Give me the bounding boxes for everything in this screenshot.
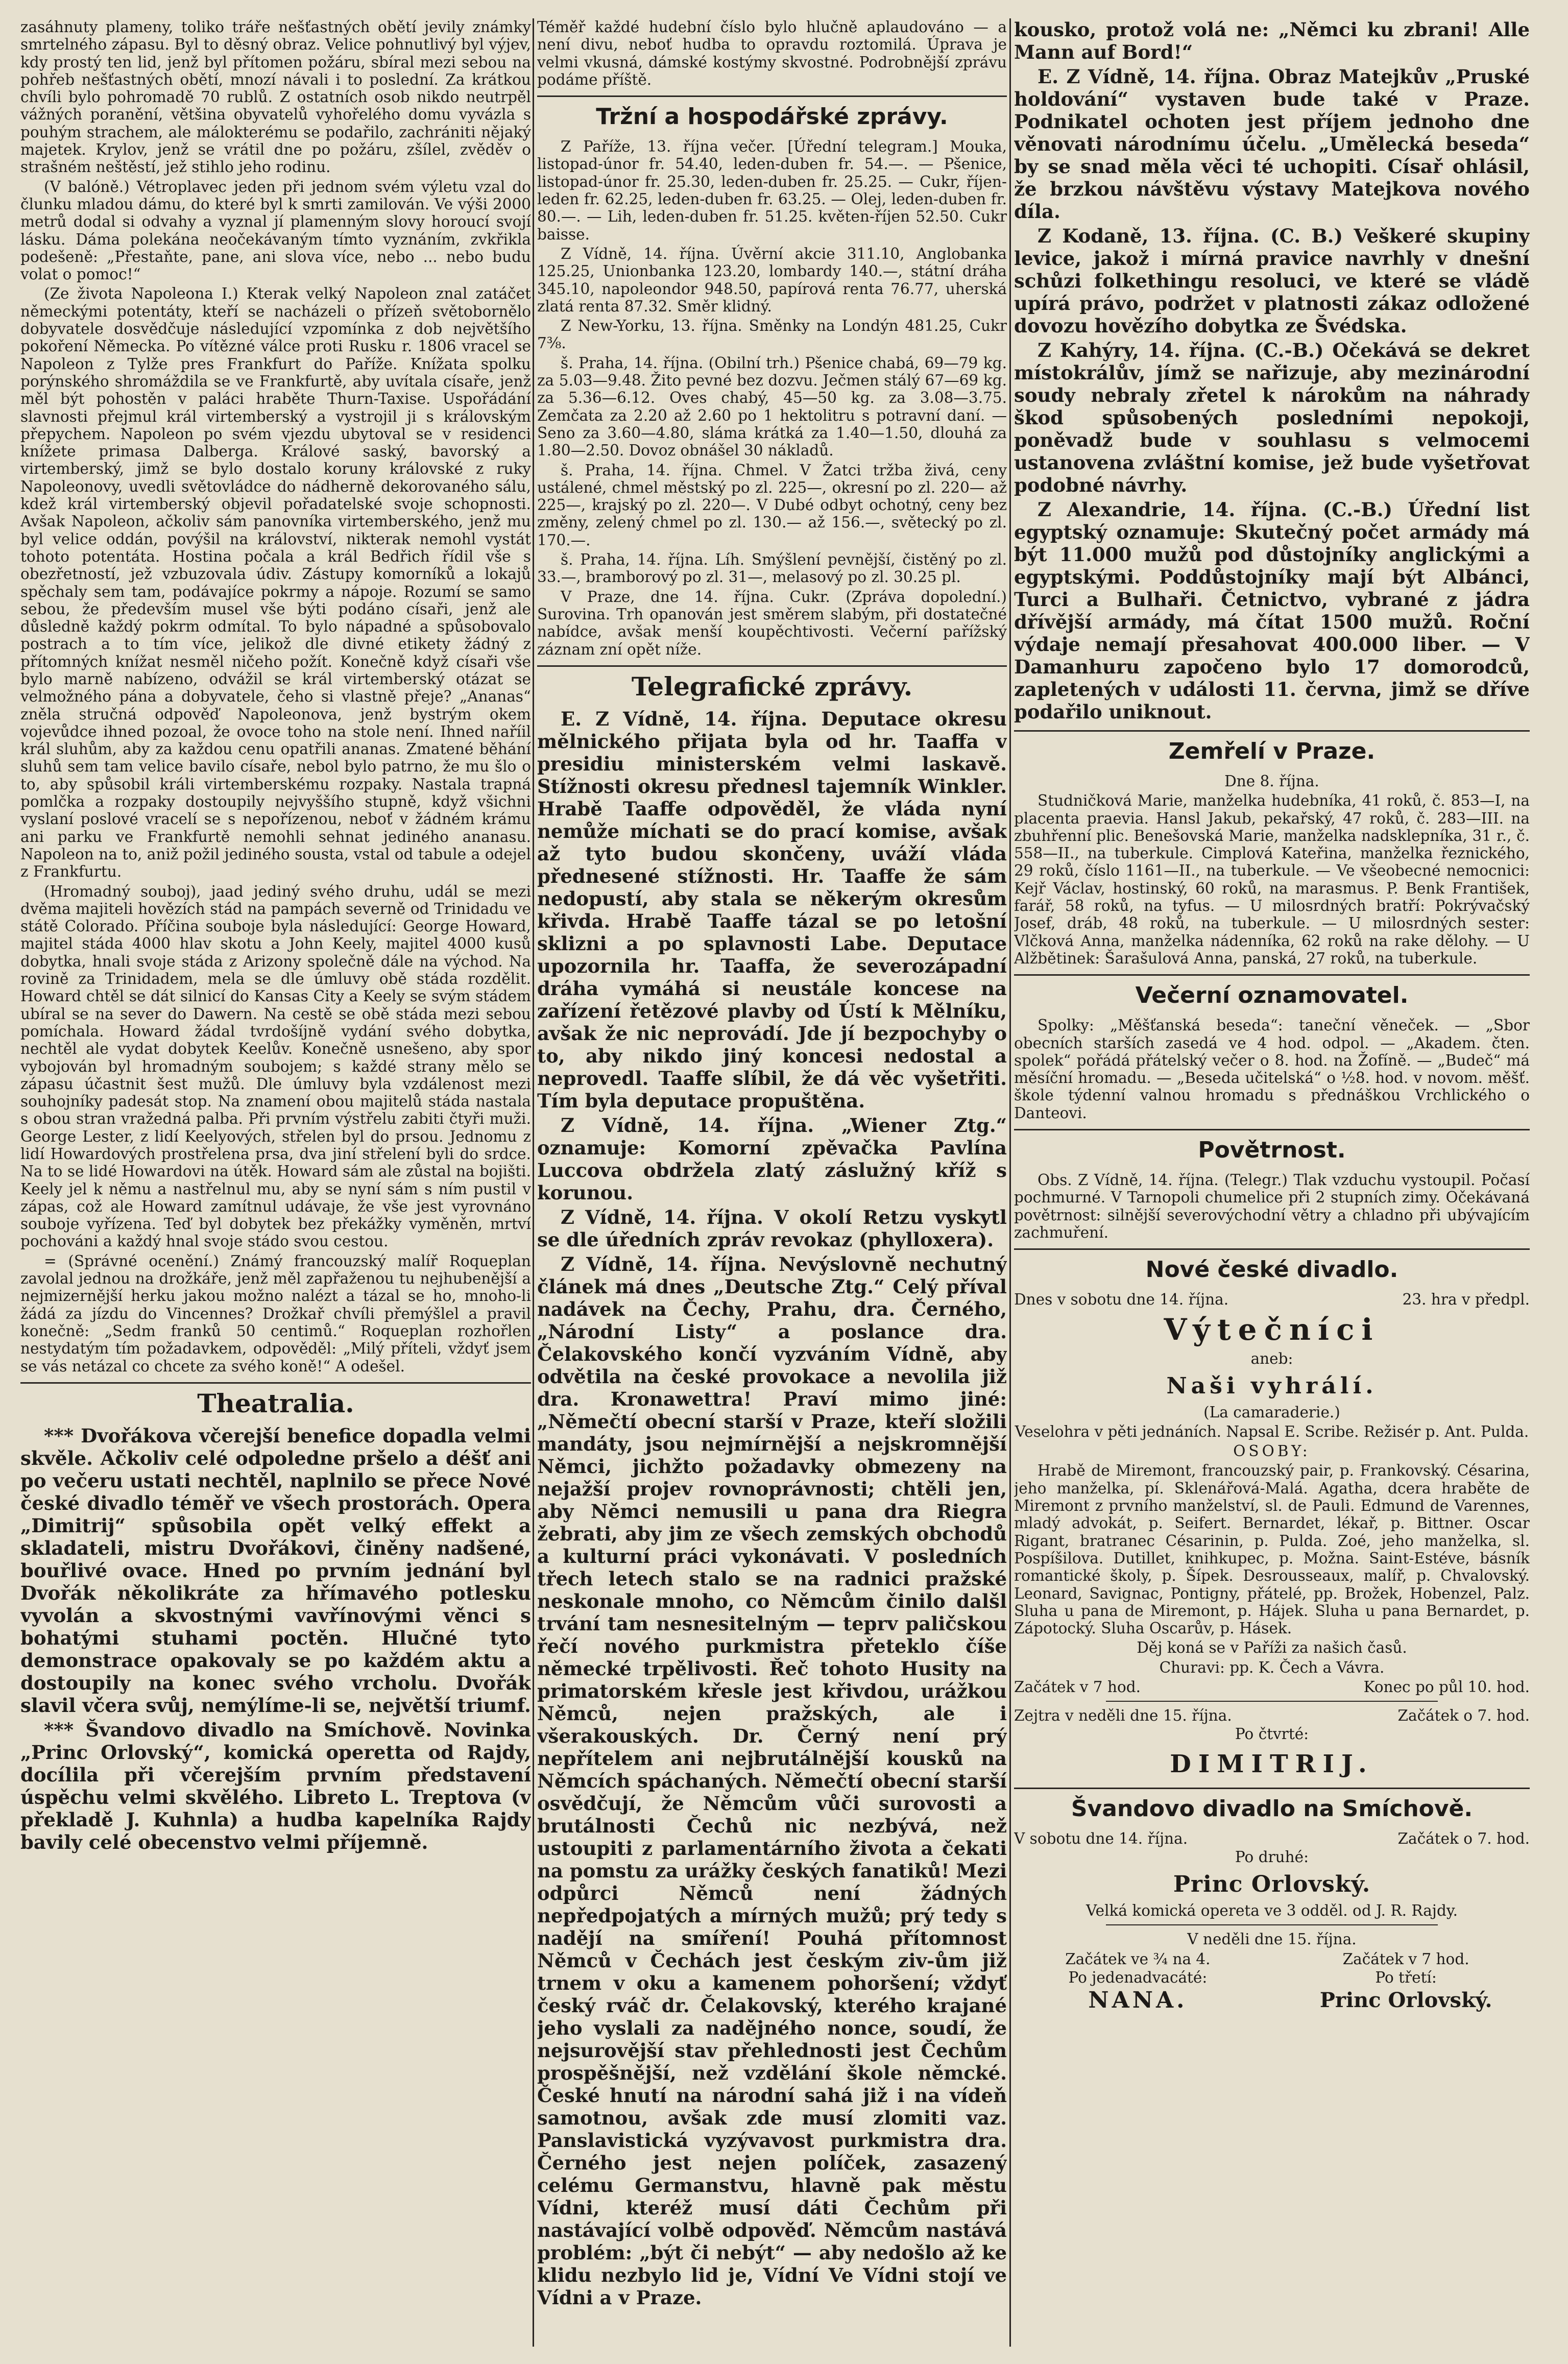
column-right: [1014, 18, 1530, 2347]
article-paragraph: (Ze života Napoleona I.) Kterak velký Napoleon znal zatáčet německými potentáty, kteří se nacházeli o přízeň světobornělo dobyvatele dosvědčuje následující vzpomínka z dob největšího pokoření Německa. Po vítězné válce proti Rusku r. 1806 vracel se Napoleon z Tylže pres Frankfurt do Paříže. Knížata spolku porýnského shromáždila se ve Frankfurtě, aby uvítala císaře, jenž měl být pohostěn v paláci hraběte Thurn-Taxise. Uspořádání slavnosti přejmul král virtemberský a vystrojil ji s královským přepychem. Napoleon po svém vjezdu ubytoval se v residenci knížete primasa Dalberga. Králové saský, bavorský a virtemberský, jimž se bylo dostalo koruny královské z ruky Napoleonovy, uvedli světovládce do nádherně dekorovaného sálu, kdež král virtemberský objevil pořadatelské svoje schopnosti. Avšak Napoleon, ačkoliv sám panovníka virtemberského, jenž mu byl velice oddán, povýšil na království, nikterak nemohl vystát tohoto potentáta. Hostina počala a král Bedřich řídil vše s obezřetností, jež vzbuzovala údiv. Zástupy komorníků a lokajů spěchaly sem tam, podávajíce pokrmy a nápoje. Rozumí se samo sebou, že především musel vše býti podáno císaři, jenž ale důsledně každý pokrm odmítal. To bylo nápadné a spůsobovalo postrach a to tím více, jelikož dle divné etikety žádný z přítomných knížat nesměl ničeho požít. Konečně když císaři vše bylo marně nabízeno, odvážil se král virtemberský otázat se velmožného pána a dobyvatele, čeho si vlastně přeje? „Ananas“ zněla stručná odpověď Napoleonova, jenž bystrým okem vojevůdce ihned pozoal, že ovoce toho na stole není. Ihned naříil král sluhům, aby za každou cenu opatřili ananas. Zmatené běhání sluhů sem tam velice bavilo císaře, nebol bylo patrno, že mu šlo o to, aby spůsobil králi virtemberskému rozpaky. Nastala trapná pomlčka a rozpaky dostoupily nejvyššího stupně, když všichni vyslaní poslové vracelí se s nepořízenou, neboť v žádném krámu ani parku ve Frankfurtě nemohli sehnat jediného ananasu. Napoleon na to, aniž požil jediného sousta, vstal od tabule a odejel z Frankfurtu.: [20, 285, 531, 881]
section-heading-telegraph: Telegrafické zprávy.: [631, 671, 913, 702]
play-title: Výtečníci: [1164, 1312, 1380, 1347]
telegraph-report: E. Z Vídně, 14. října. Obraz Matejkův „Pruské holdování“ vystaven bude také v Praze. Podnikatel ochoten jest příjem jednoho dne věnovati národnímu účelu. „Umělecká beseda“ by se snad měla věci té uchopiti. Císař ohlásil, že brzkou návštěvu výstavy Matejkova nového díla.: [1014, 65, 1530, 223]
performance-date: Dnes v sobotu dne 14. října.: [1014, 1291, 1229, 1309]
theatre-note: *** Dvořákova včerejší benefice dopadla velmi skvěle. Ačkoliv celé odpoledne pršelo a déšť ani po večeru ustati nechtěl, naplnilo se přece Nové české divadlo téměř ve všech prostorách. Opera „Dimitrij“ spůsobila opět velký effekt a skladateli, mistru Dvořákovi, činěny nadšené, bouřlivé ovace. Hned po prvním jednání byl Dvořák několikráte za hřímavého potlesku vyvolán a skvostnými vavřínovými věnci s bohatými stuhami poctěn. Hlučné tyto demonstrace opakovaly se po každém aktu a dostoupily na konec svého vrcholu. Dvořák slavil včera svůj, nemýlíme-li se, největší triumf.: [20, 1424, 531, 1717]
telegraph-report: Z Vídně, 14. října. V okolí Retzu vyskytl se dle úředních zpráv revokaz (phylloxera).: [537, 1205, 1007, 1251]
article-paragraph: (V balóně.) Vétroplavec jeden při jednom svém výletu vzal do člunku mladou dámu, do které byl k smrti zamilován. Ve výši 2000 metrů dodal si odvahy a vyznal jí plamenným slovy horoucí svojí lásku. Dáma polekána neočekávaným tímto vyznáním, zvkřikla podešeně: „Přestaňte, pane, ani slova více, nebo ... nebo budu volat o pomoc!“: [20, 178, 531, 283]
article-paragraph: = (Správné ocenění.) Známý francouzský malíř Roqueplan zavolal jednou na drožkáře, jenž měl zapřaženou tu nejhubenější a nejmizernější herku jakou možno nalézt a tázal se ho, mnoho-li žádá za jízdu do Vincennes? Drožkař chvíli přemýšlel a pravil konečně: „Sedm franků 50 centimů.“ Roqueplan rozhořlen nestydatým tím požadavkem, odpověděl: „Milý příteli, vždyť jsem se vás netázal co chcete za svého koně!“ A odešel.: [20, 1252, 531, 1375]
play-absent: Churavi: pp. K. Čech a Vávra.: [1159, 1658, 1385, 1676]
section-divider: [1014, 1248, 1530, 1250]
newspaper-page: [20, 18, 1547, 2347]
telegraph-report: Z Vídně, 14. října. Nevýslovně nechutný článek má dnes „Deutsche Ztg.“ Celý příval nadávek na Čechy, Prahu, dra. Černého, „Národní Listy“ a poslance dra. Čelakovského končí vyzváním Vídně, aby odvětila na české provokace a nevolila již dra. Kronawettra! Praví mimo jiné: „Němečtí obecní starší v Praze, kteří složili mandáty, jsou nejmírnější a nejskromnější Němci, jichžto požadavky obmezeny na nejažší projev rovnoprávnosti; chtěli jen, aby Němci nemusili u pana dra Riegra žebrati, aby jim ze všech zemských obchodů a kulturní práci vykonávati. V posledních třech letech stalo se na radnici pražské neskonale mnoho, co Němcům činilo dalšl trvání tam nesnesitelným — teprv paličskou řečí nového purkmistra přeteklo číše německé trpělivosti. Řeč tohoto Husity na primatorském křesle jest křivdou, urážkou Němců, nejen pražských, ale i všerakouských. Dr. Černý není prý nepřítelem ani nejbrutálnější kousků na Němcích spáchaných. Němečtí obecní starší osvědčují, že Němcům vůči surovosti a brutálnosti Čechů nic nezbývá, než ustoupiti z parlamentárního života a čekati na pomstu za urážky českých fanatiků! Mezi odpůrci Němců není žádných nepředpojatých a mírných mužů; prý tedy s nadějí na smíření! Pouhá přítomnost Němců v Čechách jest českým ziv-ům již trnem v oku a kamenem pohoršení; vždyť český rváč dr. Čelakovský, kterého krajané jeho vyslali za nadějného nonce, soudí, že nejsurovější stav přehlednosti jest Čechům prospěšnější, než vzdělání škole němcké. České hnutí na národní sahá již i na vídeň samotnou, avšak zde musí zlomiti vaz. Panslavistická vyzývavost purkmistra dra. Černého jest nejen políček, zasazený celému Germanstvu, hlavně pak městu Vídni, kteréž musí dáti Čechům při nastávající volbě odpověď. Němcům nastává problém: „být či nebýt“ — aby nedošlo až ke klidu nezbylo lid je, Vídní Ve Vídni stojí ve Vídni a v Praze.: [537, 1252, 1007, 2309]
market-report: š. Praha, 14. října. Líh. Smýšlení pevnější, čistěný po zl. 33.—, bramborový po zl. 31—, melasový po zl. 30.25 pl.: [537, 551, 1007, 586]
svanda-play-title: Princ Orlovský.: [1173, 1871, 1371, 1897]
matinee-count: Po jedenadvacáté:: [1068, 1969, 1208, 1987]
evening-title: Princ Orlovský.: [1319, 1988, 1492, 2013]
section-heading-theatralia: Theatralia.: [197, 1388, 354, 1418]
section-divider: [1014, 1788, 1530, 1789]
evening-count: Po třetí:: [1375, 1969, 1437, 1987]
article-paragraph: Téměř každé hudební číslo bylo hlučně aplaudováno — a není divu, neboť hudba to opravdu roztomilá. Úprava je velmi vkusná, dámské kostýmy skvostné. Podrobnější zprávu podáme příště.: [537, 18, 1007, 88]
column-rule: [1009, 18, 1011, 2347]
telegraph-report: Z Alexandrie, 14. října. (C.-B.) Úřední list egyptský oznamuje: Skutečný počet armády má být 11.000 mužů pod důstojníky anglickými a egyptskými. Poddůstojníky mají být Albánci, Turci a Bulhaři. Četnictvo, vybrané z jádra dřívější armády, má čítat 1500 mužů. Roční výdaje nemají přesahovat 400.000 liber. — V Damanhuru započeno bylo 17 domorodců, zapletených v události 11. června, jimž se dříve podařilo uniknout.: [1014, 498, 1530, 723]
play-aneb: aneb:: [1250, 1350, 1293, 1368]
section-divider: [1106, 1924, 1438, 1925]
performance-times: [1014, 1678, 1530, 1696]
evening-notices: Spolky: „Měšťanská beseda“: taneční věneček. — „Sbor obecních starších zasedá ve 4 hod. odpol. — „Akadem. čten. spolek“ pořádá přátelský večer o 8. hod. na Žofíně. — „Budeč“ má měsíční hromadu. — „Beseda učitelská“ o ½8. hod. v novom. měšť. škole týdenní valnou hromadu s přednáškou Vrchlického o Danteovi.: [1014, 1017, 1530, 1122]
play-description: Veselohra v pěti jednáních. Napsal E. Scribe. Režisér p. Ant. Pulda.: [1015, 1422, 1529, 1440]
section-divider: [1106, 1701, 1438, 1702]
svanda-performance-line: [1014, 1830, 1530, 1847]
market-report: š. Praha, 14. října. Chmel. V Žatci tržba živá, ceny ustálené, chmel městský po zl. 225—, okresní po zl. 220— až 225—, krajský po zl. 220—. V Dubé odbyt ochotný, ceny bez změny, zelený chmel po zl. 130.— až 156.—, světecký po zl. 170.—.: [537, 461, 1007, 549]
article-paragraph: zasáhnuty plameny, toliko tráře nešťastných obětí jevily známky smrtelného zápasu. Byl to děsný obraz. Velice pohnutlivý byl výjev, kdy prostý ten lid, jenž byl přítomen požáru, sbíral mezi sebou na pohřeb nešťastných obětí, mnozí návali i to poslední. Za krátkou chvíli bylo pohromadě 70 rublů. Z ostatních osob nikdo neutrpěl vážných poranění, většina obyvatelů vyhořelého domu vyvázla s pouhým strachem, ale málokterému se podařilo, zachrániti nějaký majetek. Krylov, jenž se vrátil dne po požáru, zšílel, zvěděv o strašném neštěstí, jež stihlo jeho rodinu.: [20, 18, 531, 176]
market-report: Z Vídně, 14. října. Úvěrní akcie 311.10, Anglobanka 125.25, Unionbanka 123.20, lombardy 140.—, státní dráha 345.10, napoleondor 948.50, papírová renta 76.77, uherská zlatá renta 87.32. Směr klidný.: [537, 245, 1007, 315]
section-heading-weather: Povětrnost.: [1198, 1137, 1346, 1164]
column-left: [20, 18, 531, 2347]
column-middle: [537, 18, 1007, 2347]
matinee-start: Začátek ve ¾ na 4.: [1065, 1950, 1211, 1968]
section-divider: [537, 95, 1007, 97]
section-divider: [537, 665, 1007, 667]
svanda-sunday: V neděli dne 15. října.: [1187, 1930, 1357, 1948]
market-report: š. Praha, 14. října. (Obilní trh.) Pšenice chabá, 69—79 kg. za 5.03—9.48. Žito pevné bez dozvu. Ječmen stálý 67—69 kg. za 5.36—6.12. Oves chabý, 45—50 kg. za 3.08—3.75. Zemčata za 2.20 až 2.60 po 1 hektolitru s potravní daní. — Seno za 3.60—4.80, sláma krátká za 1.40—1.50, dlouhá za 1.80—2.50. Dovoz obnášel 30 nákladů.: [537, 354, 1007, 460]
section-heading-svanda-theatre: Švandovo divadlo na Smíchově.: [1071, 1796, 1473, 1822]
section-heading-deaths: Zemřelí v Praze.: [1168, 738, 1376, 764]
deaths-date: Dne 8. října.: [1224, 773, 1319, 790]
telegraph-report: Z Kahýry, 14. října. (C.-B.) Očekává se dekret místokrálův, jímž se nařizuje, aby mezinárodní soudy nebraly zřetel k nárokům na náhrady škod spůsobených posledními nepokoji, poněvadž bude v souhlasu s velmocemi ustanovena zvláštní komise, jež bude vyšetřovat podobné návrhy.: [1014, 339, 1530, 496]
sunday-matinee: [1014, 1950, 1262, 2014]
evening-start: Začátek v 7 hod.: [1342, 1950, 1469, 1968]
play-setting: Děj koná se v Paříži za našich časů.: [1137, 1639, 1407, 1657]
telegraph-report: Z Kodaně, 13. října. (C. B.) Veškeré skupiny levice, jakož i mírná pravice navrhly v dnešní schůzi folkethingu resoluci, ve které se vládě upírá právo, podržet v platnosti zákaz odložené dovozu hovězího dobytka ze Švédska.: [1014, 225, 1530, 337]
start-time: Začátek v 7 hod.: [1014, 1678, 1141, 1696]
section-divider: [1014, 1129, 1530, 1130]
matinee-title: NANA.: [1088, 1987, 1188, 2014]
end-time: Konec po půl 10. hod.: [1363, 1678, 1530, 1696]
performance-subscription: 23. hra v předpl.: [1402, 1291, 1530, 1309]
play-original-title: (La camaraderie.): [1203, 1403, 1340, 1421]
next-date: Zejtra v neděli dne 15. října.: [1014, 1706, 1232, 1724]
section-divider: [1014, 974, 1530, 976]
svanda-date: V sobotu dne 14. října.: [1014, 1830, 1188, 1848]
market-report: Z Paříže, 13. října večer. [Úřední telegram.] Mouka, listopad-únor fr. 54.40, leden-duben fr. 54.—. — Pšenice, listopad-únor fr. 25.30, leden-duben fr. 25.25. — Cukr, říjen-leden fr. 62.25, leden-duben fr. 63.25. — Olej, leden-duben fr. 80.—. — Lih, leden-duben fr. 51.25. květen-říjen 52.50. Cukr baisse.: [537, 138, 1007, 243]
play-subtitle: Naši vyhrálí.: [1166, 1372, 1378, 1399]
section-heading-market: Tržní a hospodářské zprávy.: [596, 104, 948, 130]
section-heading-evening: Večerní oznamovatel.: [1135, 982, 1409, 1009]
next-play-title: DIMITRIJ.: [1170, 1750, 1374, 1779]
sunday-evening: [1282, 1950, 1530, 2014]
deaths-list: Studničková Marie, manželka hudebníka, 41 roků, č. 853—I, na placenta praevia. Hansl Jakub, pekařský, 47 roků, č. 283—III. na zbuhřenní plic. Benešovská Marie, manželka nadsklepníka, 31 r., č. 558—II., na tuberkule. Cimplová Kateřina, manželka řeznického, 29 roků, číslo 1161—II., na tuberkule. — Ve všeobecné nemocnici: Kejř Václav, hostinský, 60 roků, na marasmus. P. Benk František, farář, 58 roků, na tyfus. — U milosrdných bratří: Pokrývačský Josef, dráb, 48 roků, na tuberkule. — U milosrdných sester: Vlčková Anna, manželka nádenníka, 62 roků na rake dělohy. — U Alžbětinek: Šarašulová Anna, panská, 27 roků, na tuberkule.: [1014, 792, 1530, 967]
cast-heading: OSOBY:: [1233, 1442, 1311, 1460]
telegraph-report: E. Z Vídně, 14. října. Deputace okresu mělnického přijata byla od hr. Taaffa v presidiu ministerském velmi laskavě. Stížnosti okresu přednesl tajemník Winkler. Hrabě Taaffe odpověděl, že vláda nyní nemůže míchati se do prací komise, avšak až tyto budou skončeny, uváží vláda přednesené stížnosti. Hr. Taaffe že sám nedopustí, aby stala se někerým okresům křivda. Hrabě Taaffe tázal se po letošní sklizni a po splavnosti Labe. Deputace upozornila hr. Taaffa, že severozápadní dráha vymáhá si neustále koncese na zařízení řetězové plavby od Ústí k Mělníku, avšak že nic neprovádí. Jde jí bezpochyby o to, aby nikdo jiný koncesi nedostal a neprovedl. Taaffe slíbil, že dá věc vyšetřiti. Tím byla deputace propuštěna.: [537, 707, 1007, 1112]
performance-line: [1014, 1291, 1530, 1308]
telegraph-report: Z Vídně, 14. října. „Wiener Ztg.“ oznamuje: Komorní zpěvačka Pavlína Luccova obdržela zlatý záslužný kříž s korunou.: [537, 1114, 1007, 1204]
next-start: Začátek o 7. hod.: [1397, 1706, 1530, 1724]
market-report: Z New-Yorku, 13. října. Směnky na Londýn 481.25, Cukr 7⅜.: [537, 317, 1007, 352]
telegraph-report: kousko, protož volá ne: „Němci ku zbrani! Alle Mann auf Bord!“: [1014, 18, 1530, 63]
section-heading-national-theatre: Nové české divadlo.: [1145, 1257, 1398, 1283]
svanda-count: Po druhé:: [1235, 1848, 1309, 1866]
svanda-start: Začátek o 7. hod.: [1397, 1830, 1530, 1848]
weather-report: Obs. Z Vídně, 14. října. (Telegr.) Tlak vzduchu vystoupil. Počasí pochmurné. V Tarnopoli chumelice při 2 stupních zimy. Očekávaná povětrnost: silnější severovýchodní větry a chladno při ubývajícím zachmuření.: [1014, 1171, 1530, 1241]
section-divider: [20, 1382, 531, 1384]
svanda-sunday-shows: [1014, 1950, 1530, 2014]
cast-list: Hrabě de Miremont, francouzský pair, p. Frankovský. Césarina, jeho manželka, pí. Sklenářová-Malá. Agatha, dcera hraběte de Miremont z prvního manželství, sl. de Pauli. Edmund de Varennes, mladý advokát, p. Seifert. Bernardet, lékař, p. Bittner. Oscar Rigant, bratranec Césarinin, p. Pulda. Zoé, jeho manželka, sl. Pospíšilova. Dutillet, knihkupec, p. Možna. Saint-Estéve, básník romantické školy, p. Šípek. Desrousseaux, malíř, p. Chvalovský. Leonard, Savignac, Pontigny, přátelé, pp. Brožek, Hobenzel, Palz. Sluha u pana de Miremont, p. Hájek. Sluha u pana Bernardet, p. Zápotocký. Sluha Oscarův, p. Hásek.: [1014, 1462, 1530, 1637]
svanda-play-desc: Velká komická opereta ve 3 odděl. od J. R. Rajdy.: [1086, 1901, 1458, 1919]
section-divider: [1014, 730, 1530, 732]
article-paragraph: (Hromadný souboj), jaad jediný svého druhu, udál se mezi dvěma majiteli hovězích stád na pampách severně od Trinidadu ve státě Colorado. Příčina souboje byla následující: George Howard, majitel stáda 4000 hlav skotu a John Keely, majitel 4000 kusů dobytka, hnali svoje stáda z Arizony společně dále na východ. Na rovině za Trinidadem, mela se dle úmluvy obě stáda rozdělit. Howard chtěl se dát silnicí do Kansas City a Keely se svým stádem ubíral se na sever do Dawern. Na cestě se obě stáda mezi sebou pomíchala. Howard žádal tvrdošíjně vydání svého dobytka, nechtěl ale vydat dobytek Keelův. Konečně usnešeno, aby spor vybojován byl hromadným soubojem; s každé strany mělo se zápasu účastnit šest mužů. Dle úmluvy byla vzdálenost mezi souhojníky padesát stop. Na znamení obou majitelů stáda nastala s obou stran vražedná palba. Při prvním výstřelu zabiti čtyři muži. George Lester, z lidí Keelyových, střelen byl do prsou. Jednomu z lidí Howardových prostřelena prsa, dva jiní střelení byli do srdce. Na to se lidé Howardovi na útěk. Howard sám ale zůstal na bojišti. Keely jel k němu a nastřelnul mu, aby se nyní sám s ním pustil v zápas, což ale Howard zamítnul udávaje, že vše jest vyrovnáno souboje vyřízena. Teď byl dobytek bez překážky vyměněn, mrtví pochováni a každý hnal svoje stádo svou cestou.: [20, 882, 531, 1250]
market-report: V Praze, dne 14. října. Cukr. (Zpráva dopolední.) Surovina. Trh opanován jest směrem slabým, při dostatečné nabídce, avšak menší koupěchtivosti. Večerní pařížský záznam zní opět níže.: [537, 588, 1007, 658]
theatre-note: *** Švandovo divadlo na Smíchově. Novinka „Princ Orlovský“, komická operetta od Rajdy, docílila při včerejším prvním představení úspěchu velmi skvělého. Libreto L. Treptova (v překladě J. Kuhnla) a hudba kapelníka Rajdy bavily celé obecenstvo velmi příjemně.: [20, 1718, 531, 1853]
next-count: Po čtvrté:: [1235, 1725, 1309, 1743]
column-rule: [533, 18, 534, 2347]
next-performance-line: [1014, 1707, 1530, 1724]
